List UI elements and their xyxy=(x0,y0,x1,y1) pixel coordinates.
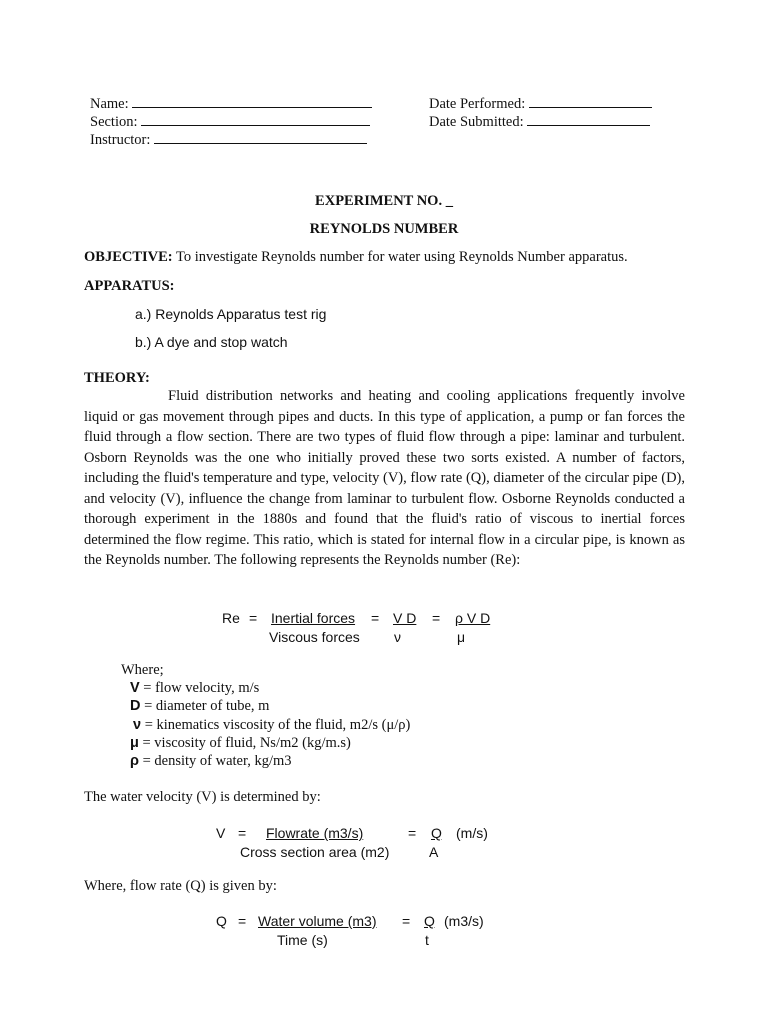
apparatus-item: a.) Reynolds Apparatus test rig xyxy=(135,306,327,322)
re-numerator-3: ρ V D xyxy=(455,610,491,626)
objective-line xyxy=(84,249,628,266)
q-equals: = xyxy=(238,913,247,929)
date-submitted-blank[interactable] xyxy=(527,112,650,126)
date-submitted-label: Date Submitted: xyxy=(429,114,524,130)
where-definition: = diameter of tube, m xyxy=(140,698,270,714)
re-equals: = xyxy=(249,610,258,626)
experiment-title: REYNOLDS NUMBER xyxy=(309,221,459,237)
v-denominator-1: Cross section area (m2) xyxy=(240,844,390,860)
q-numerator-1: Water volume (m3) xyxy=(258,913,377,929)
where-symbol: μ xyxy=(130,735,139,751)
experiment-number: EXPERIMENT NO. _ xyxy=(315,193,453,209)
where-item xyxy=(130,735,351,752)
section-label: Section: xyxy=(90,114,138,130)
re-denominator-2: ν xyxy=(394,629,401,645)
where-item xyxy=(130,753,292,770)
re-denominator-3: μ xyxy=(457,629,466,645)
re-lhs: Re xyxy=(222,610,240,626)
date-performed-blank[interactable] xyxy=(529,94,652,108)
name-blank[interactable] xyxy=(132,94,372,108)
section-blank[interactable] xyxy=(141,112,370,126)
re-equals: = xyxy=(432,610,441,626)
apparatus-label: APPARATUS: xyxy=(84,278,175,294)
where-item xyxy=(130,698,269,715)
objective-label: OBJECTIVE: xyxy=(84,249,173,265)
where-symbol: D xyxy=(130,698,141,714)
v-denominator-2: A xyxy=(429,844,439,860)
v-numerator-2: Q xyxy=(431,825,442,841)
theory-paragraph xyxy=(84,386,685,571)
where-symbol: ρ xyxy=(130,753,139,769)
theory-text: Fluid distribution networks and heating and cooling applications frequently involve liquid or gas movement through pipes and ducts. In this type of application, a pump or fan forces the fluid through a flow section. There are two types of fluid flow through a pipe: laminar and turbulent. Osborn Reynolds was the one who initially proved these two sorts existed. A number of factors, including the fluid's temperature and type, velocity (V), flow rate (Q), diameter of the circular pipe (D), and velocity (V), influence the change from laminar to turbulent flow. Osborne Reynolds conducted a thorough experiment in the 1880s and found that the fluid's ratio of viscous to inertial forces determined the flow regime. This ratio, which is stated for internal flow in a circular pipe, is known as the Reynolds number. The following represents the Reynolds number (Re): xyxy=(84,388,685,568)
v-numerator-1: Flowrate (m3/s) xyxy=(266,825,364,841)
where-item xyxy=(133,717,410,734)
q-numerator-2: Q xyxy=(424,913,435,929)
date-submitted-field xyxy=(429,112,650,131)
v-equals: = xyxy=(408,825,417,841)
re-equals: = xyxy=(371,610,380,626)
q-equals: = xyxy=(402,913,411,929)
where-definition: = kinematics viscosity of the fluid, m2/s (μ/ρ) xyxy=(141,717,411,733)
where-definition: = viscosity of fluid, Ns/m2 (kg/m.s) xyxy=(138,735,351,751)
q-unit: (m3/s) xyxy=(444,913,484,929)
instructor-blank[interactable] xyxy=(154,130,367,144)
where-item xyxy=(130,680,259,697)
date-performed-label: Date Performed: xyxy=(429,96,526,112)
where-symbol: V xyxy=(130,680,140,696)
name-label: Name: xyxy=(90,96,129,112)
objective-text: To investigate Reynolds number for water using Reynolds Number apparatus. xyxy=(176,249,628,265)
flowrate-intro: Where, flow rate (Q) is given by: xyxy=(84,878,277,894)
q-denominator-2: t xyxy=(425,932,429,948)
v-lhs: V xyxy=(216,825,226,841)
where-label: Where; xyxy=(121,662,164,678)
instructor-label: Instructor: xyxy=(90,132,151,148)
where-symbol: ν xyxy=(133,717,142,733)
v-equals: = xyxy=(238,825,247,841)
date-performed-field xyxy=(429,94,652,113)
where-definition: = flow velocity, m/s xyxy=(139,680,260,696)
name-field xyxy=(90,94,372,113)
where-definition: = density of water, kg/m3 xyxy=(138,753,292,769)
q-denominator-1: Time (s) xyxy=(277,932,328,948)
q-lhs: Q xyxy=(216,913,227,929)
section-field xyxy=(90,112,370,131)
re-numerator-1: Inertial forces xyxy=(271,610,356,626)
v-unit: (m/s) xyxy=(456,825,488,841)
velocity-intro: The water velocity (V) is determined by: xyxy=(84,789,321,805)
re-numerator-2: V D xyxy=(393,610,417,626)
instructor-field xyxy=(90,130,367,149)
re-denominator-1: Viscous forces xyxy=(269,629,360,645)
theory-label: THEORY: xyxy=(84,370,150,386)
apparatus-item: b.) A dye and stop watch xyxy=(135,334,288,350)
